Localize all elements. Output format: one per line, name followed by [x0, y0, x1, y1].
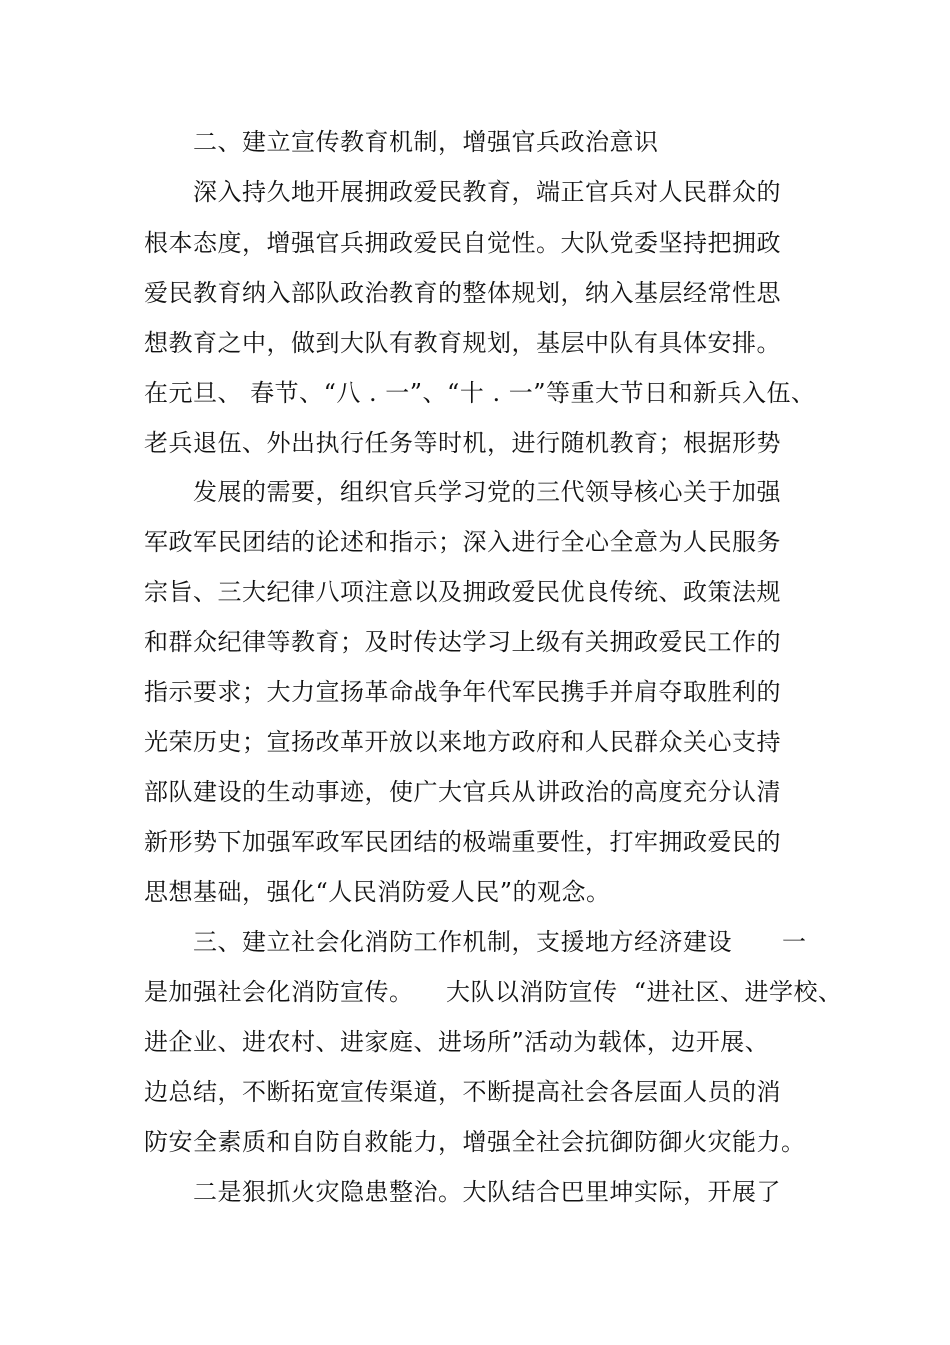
paragraph-line: 是加强社会化消防宣传。 大队以消防宣传 “进社区、进学校、: [144, 978, 843, 1006]
paragraph-line: 进企业、进农村、进家庭、进场所”活动为载体，边开展、: [144, 1028, 770, 1056]
paragraph-line: 想教育之中，做到大队有教育规划，基层中队有具体安排。: [144, 329, 781, 357]
paragraph-line: 和群众纪律等教育；及时传达学习上级有关拥政爱民工作的: [144, 628, 781, 656]
paragraph-line: 老兵退伍、外出执行任务等时机，进行随机教育；根据形势: [144, 429, 781, 457]
paragraph-line: 发展的需要，组织官兵学习党的三代领导核心关于加强: [193, 478, 781, 506]
paragraph-line: 部队建设的生动事迹，使广大官兵从讲政治的高度充分认清: [144, 778, 781, 806]
paragraph-line: 在元旦、 春节、“八 . 一”、“十 . 一”等重大节日和新兵入伍、: [144, 379, 816, 407]
paragraph-line: 思想基础，强化“人民消防爱人民”的观念。: [144, 878, 611, 906]
paragraph-line: 爱民教育纳入部队政治教育的整体规划，纳入基层经常性思: [144, 279, 781, 307]
paragraph-line: 边总结，不断拓宽宣传渠道，不断提高社会各层面人员的消: [144, 1078, 781, 1106]
paragraph-line: 宗旨、三大纪律八项注意以及拥政爱民优良传统、政策法规: [144, 578, 781, 606]
paragraph-line: 光荣历史；宣扬改革开放以来地方政府和人民群众关心支持: [144, 728, 781, 756]
paragraph-line: 深入持久地开展拥政爱民教育，端正官兵对人民群众的: [193, 178, 781, 206]
trailing-character: 一: [782, 928, 806, 956]
paragraph-line: 根本态度，增强官兵拥政爱民自觉性。大队党委坚持把拥政: [144, 229, 781, 257]
paragraph-line: 二是狠抓火灾隐患整治。大队结合巴里坤实际，开展了: [193, 1178, 781, 1206]
paragraph-line: 指示要求；大力宣扬革命战争年代军民携手并肩夺取胜利的: [144, 678, 781, 706]
heading-section-two: 二、建立宣传教育机制，增强官兵政治意识: [193, 128, 659, 156]
paragraph-line: 军政军民团结的论述和指示；深入进行全心全意为人民服务: [144, 528, 781, 556]
paragraph-line: 防安全素质和自防自救能力，增强全社会抗御防御火灾能力。: [144, 1128, 806, 1156]
heading-section-three: 三、建立社会化消防工作机制，支援地方经济建设: [193, 928, 732, 956]
paragraph-line: 新形势下加强军政军民团结的极端重要性，打牢拥政爱民的: [144, 828, 781, 856]
